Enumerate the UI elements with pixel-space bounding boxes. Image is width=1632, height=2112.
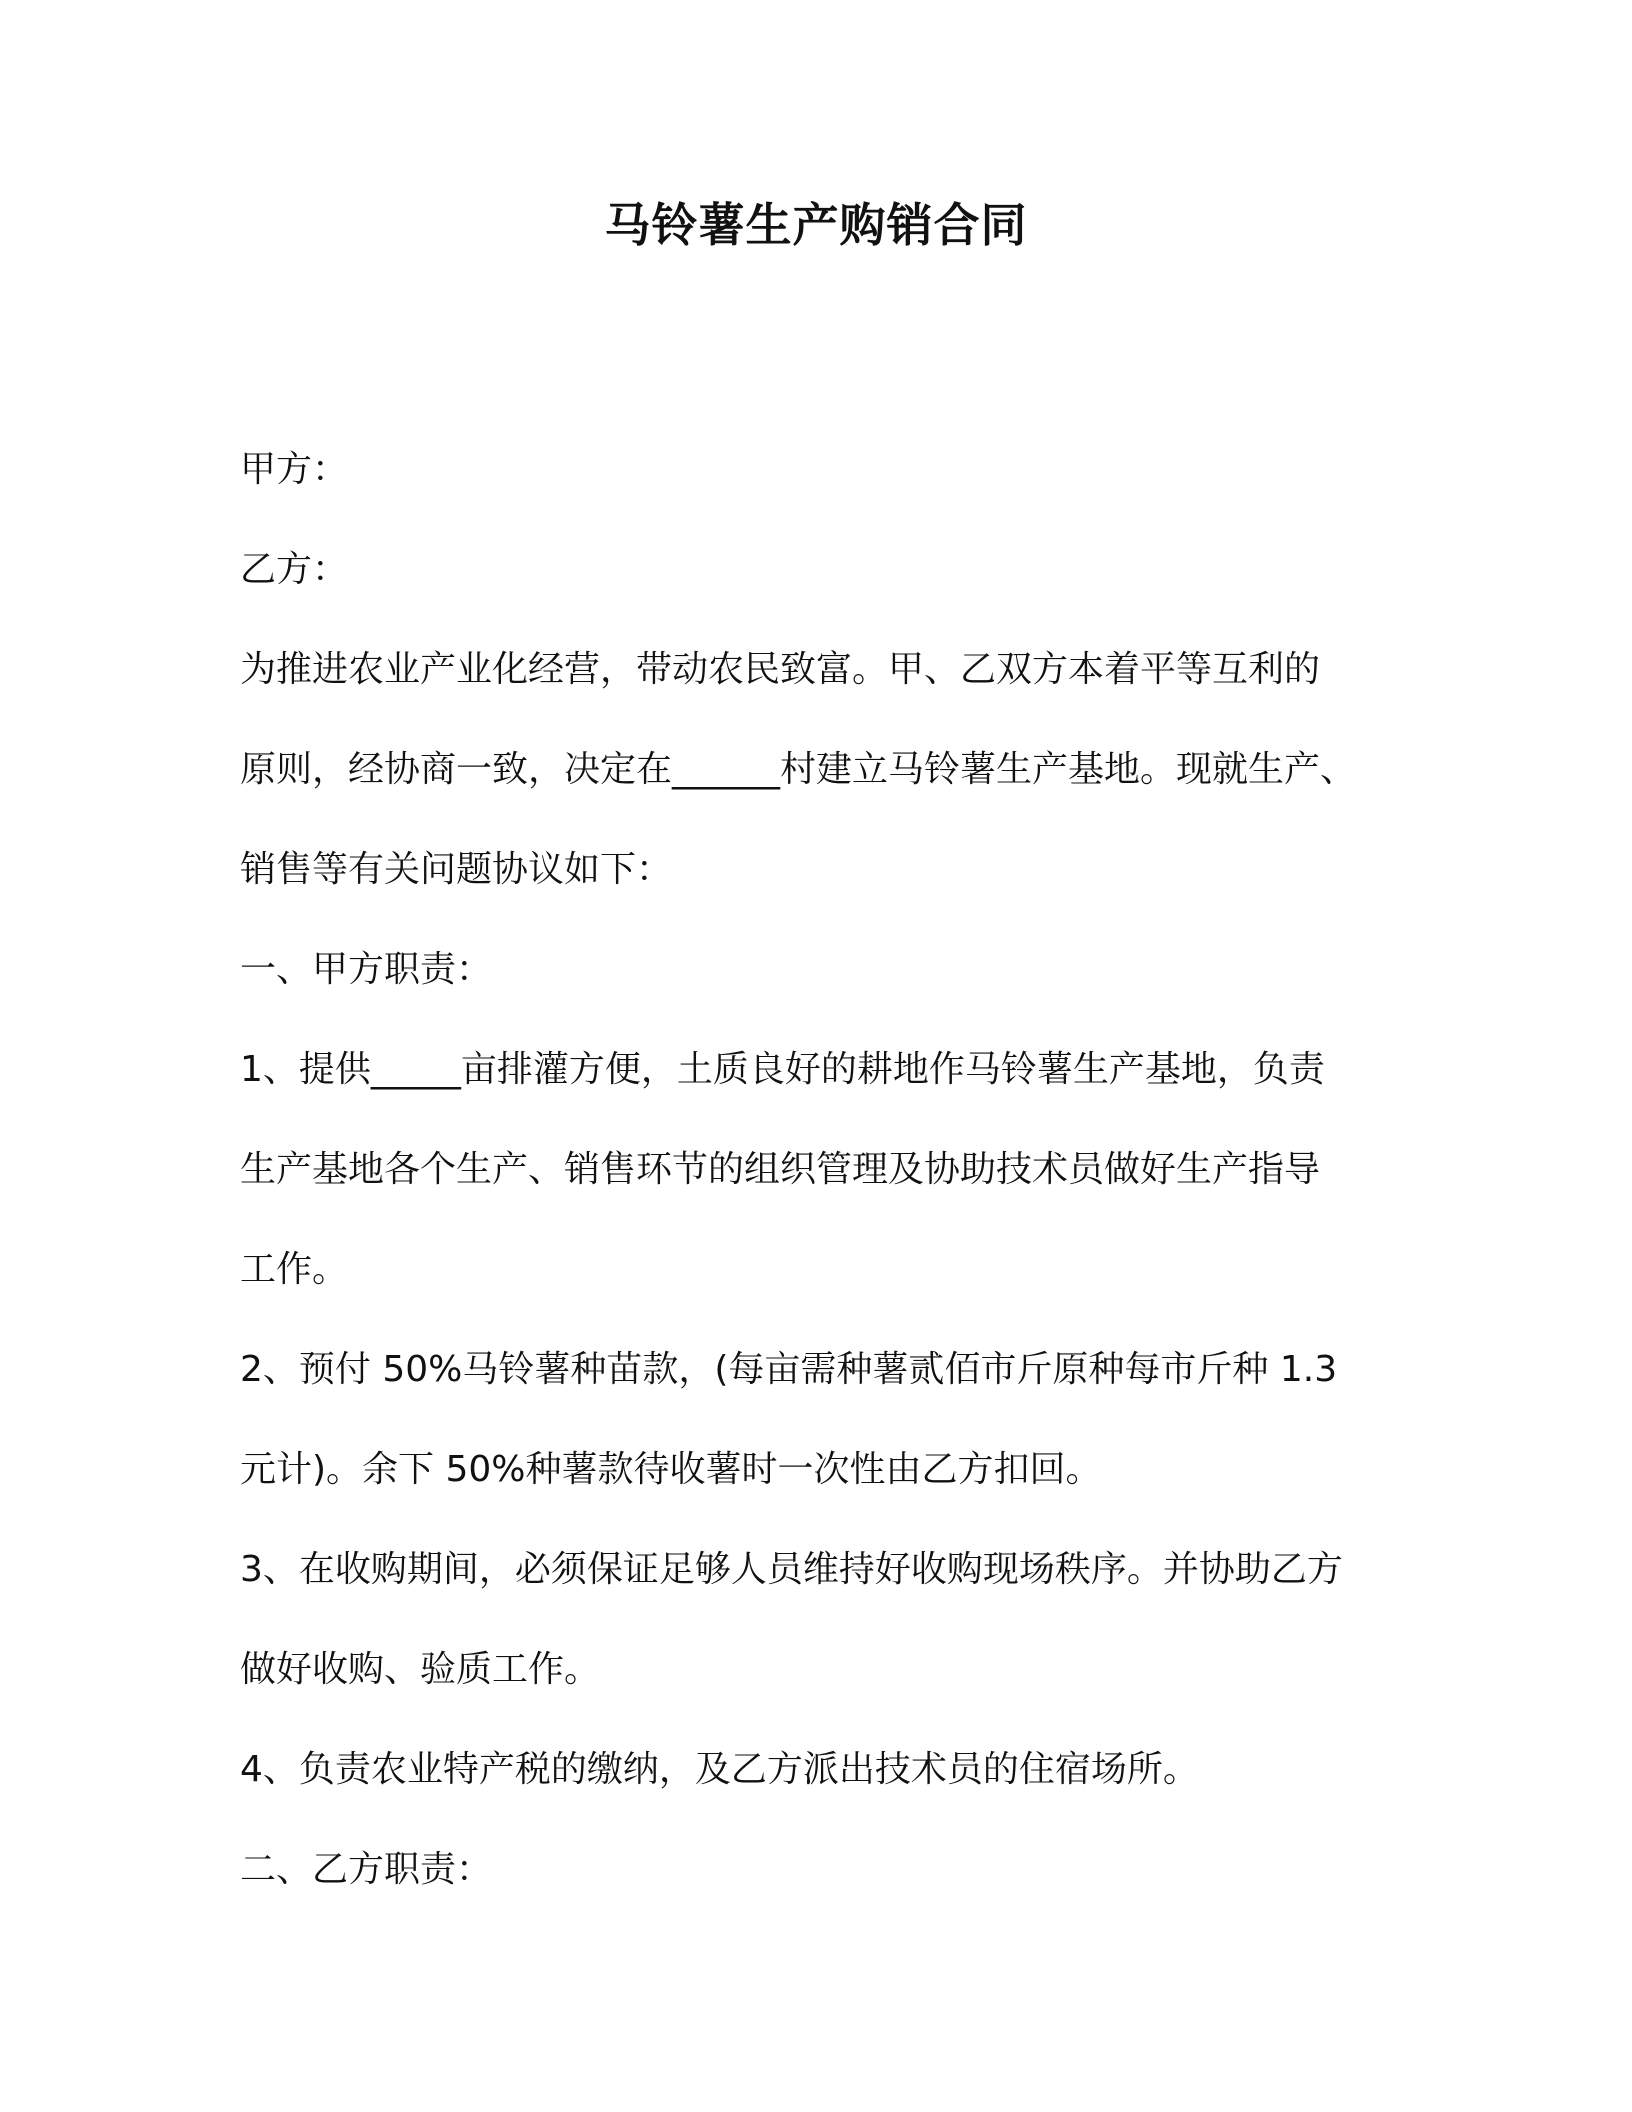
document-title: 马铃薯生产购销合同 — [604, 198, 1028, 252]
section-heading-party-b: 二、乙方职责： — [240, 1849, 493, 1890]
clause-4-line-1: 4、负责农业特产税的缴纳，及乙方派出技术员的住宿场所。 — [240, 1749, 1199, 1790]
clause-3-line-1: 3、在收购期间，必须保证足够人员维持好收购现场秩序。并协助乙方 — [240, 1549, 1343, 1590]
clause-2-line-2: 元计)。余下 50%种薯款待收薯时一次性由乙方扣回。 — [240, 1449, 1102, 1490]
preamble-line-2: 原则，经协商一致，决定在______村建立马铃薯生产基地。现就生产、 — [240, 749, 1357, 790]
party-a-line: 甲方： — [240, 449, 349, 490]
clause-1-line-3: 工作。 — [240, 1249, 349, 1290]
clause-1-line-2: 生产基地各个生产、销售环节的组织管理及协助技术员做好生产指导 — [240, 1149, 1321, 1190]
document-body — [240, 420, 1400, 1920]
clause-2-line-1: 2、预付 50%马铃薯种苗款，(每亩需种薯贰佰市斤原种每市斤种 1.3 — [240, 1349, 1338, 1390]
clause-1-line-1: 1、提供_____亩排灌方便，土质良好的耕地作马铃薯生产基地，负责 — [240, 1049, 1325, 1090]
clause-3-line-2: 做好收购、验质工作。 — [240, 1649, 601, 1690]
section-heading-party-a: 一、甲方职责： — [240, 949, 493, 990]
preamble-line-1: 为推进农业产业化经营，带动农民致富。甲、乙双方本着平等互利的 — [240, 649, 1321, 690]
preamble-line-3: 销售等有关问题协议如下： — [240, 849, 673, 890]
party-b-line: 乙方： — [240, 549, 349, 590]
